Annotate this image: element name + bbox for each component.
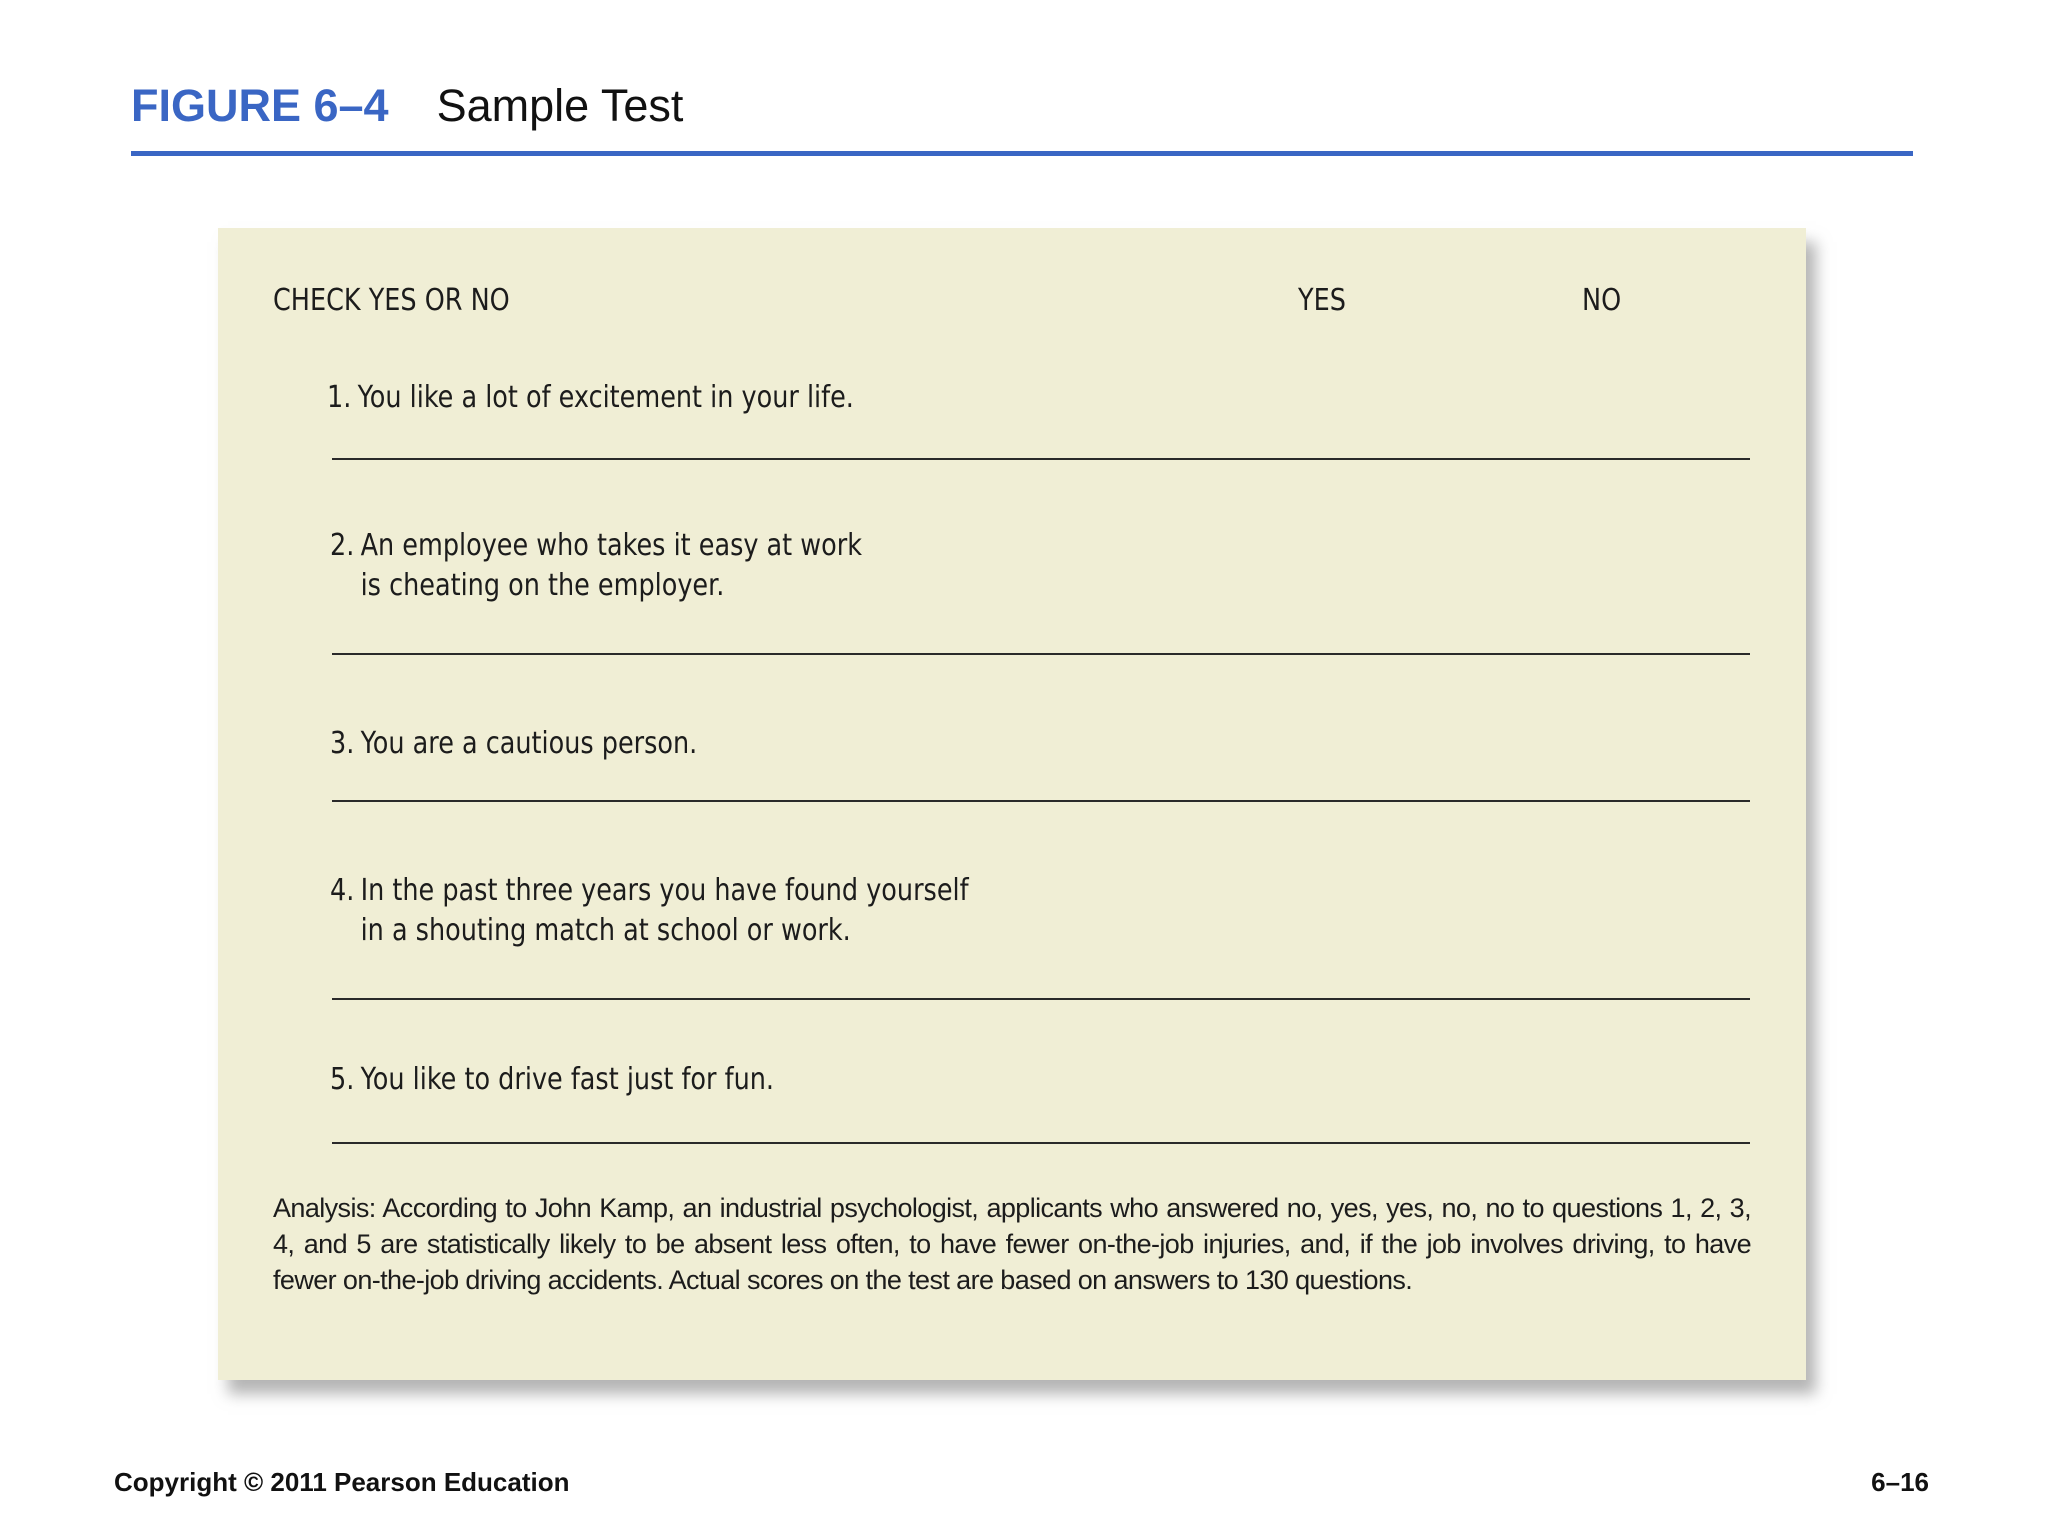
- copyright-footer: Copyright © 2011 Pearson Education: [114, 1467, 570, 1497]
- question-number: 3.: [330, 726, 355, 761]
- question-text-continued: is cheating on the employer.: [360, 568, 725, 603]
- question-text: An employee who takes it easy at work: [360, 528, 863, 563]
- question-5: [330, 1060, 774, 1100]
- question-4: [330, 871, 969, 951]
- question-text: You like a lot of excitement in your life.: [357, 380, 854, 415]
- question-3: [330, 724, 697, 764]
- check-instruction: CHECK YES OR NO: [273, 283, 510, 318]
- header-rule: [131, 151, 1913, 156]
- question-number: 4.: [330, 873, 355, 908]
- question-number: 2.: [330, 528, 355, 563]
- question-2: [330, 526, 862, 606]
- question-number: 1.: [327, 380, 352, 415]
- no-column-header: NO: [1582, 283, 1622, 318]
- question-text: In the past three years you have found yourself: [360, 873, 969, 908]
- sample-test-card: [218, 228, 1806, 1380]
- question-text: You like to drive fast just for fun.: [360, 1062, 775, 1097]
- figure-header: [131, 80, 683, 140]
- question-1: [327, 378, 854, 418]
- analysis-text: Analysis: According to John Kamp, an industrial psychologist, applicants who answered no, yes, yes, no, no to questions 1, 2, 3, 4, and 5 are statistically likely to be absent less often, to have fewer on-the-job injuries, and, if the job involves driving, to have fewer on-the-job driving accidents. Actual scores on the test are based on answers to 130 questions.: [273, 1193, 1751, 1295]
- yes-column-header: YES: [1298, 283, 1346, 318]
- answer-line: [332, 1142, 1750, 1144]
- answer-line: [332, 653, 1750, 655]
- question-number: 5.: [330, 1062, 355, 1097]
- question-text: You are a cautious person.: [360, 726, 698, 761]
- figure-label: FIGURE 6–4: [131, 80, 389, 131]
- page-number: 6–16: [1871, 1467, 1929, 1497]
- answer-line: [332, 998, 1750, 1000]
- answer-line: [332, 458, 1750, 460]
- figure-title: Sample Test: [436, 80, 684, 131]
- answer-line: [332, 800, 1750, 802]
- question-text-continued: in a shouting match at school or work.: [360, 913, 851, 948]
